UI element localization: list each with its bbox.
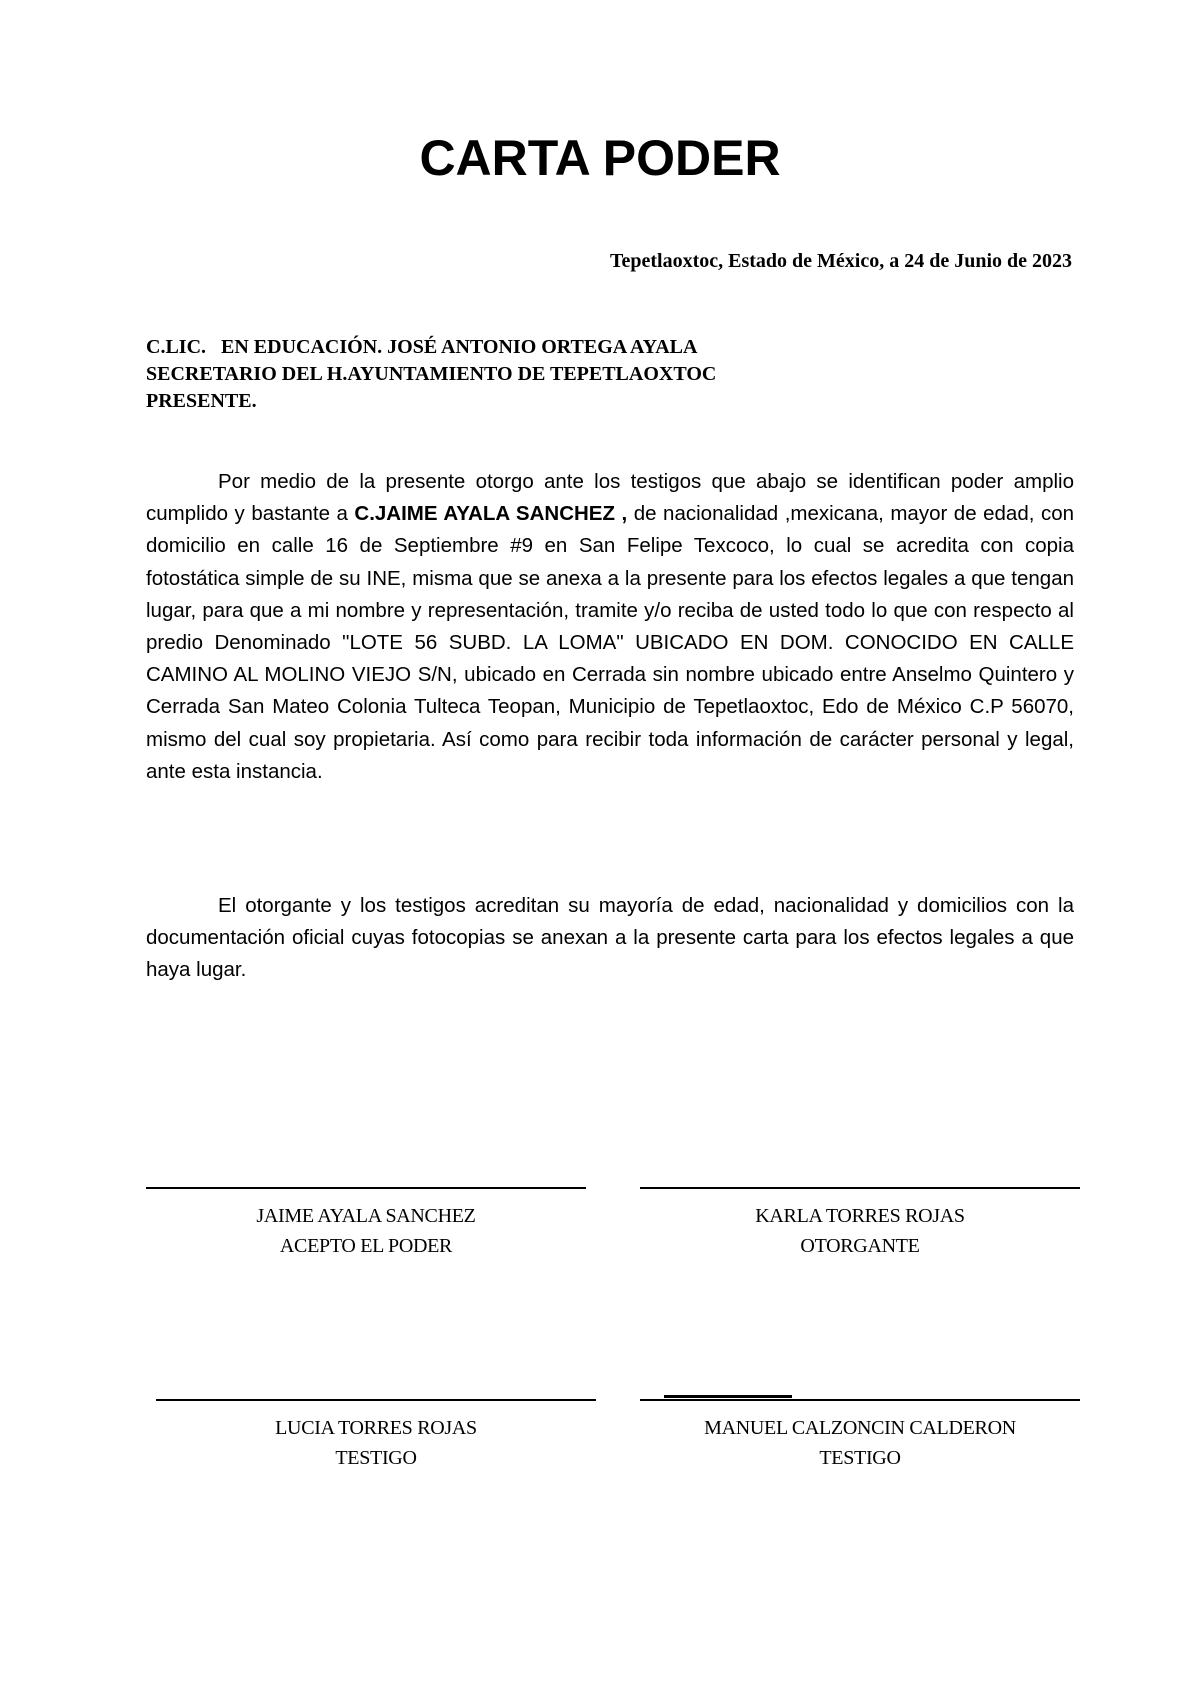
- signatory-name: LUCIA TORRES ROJAS: [275, 1417, 477, 1439]
- signature-block: [640, 1399, 1080, 1473]
- paragraph-text: Por medio de la presente otorgo ante los testigos que abajo se identifican poder amplio cumplido y bastante a: [146, 470, 1074, 526]
- signatory-name: MANUEL CALZONCIN CALDERON: [704, 1417, 1016, 1439]
- body-paragraph: El otorgante y los testigos acreditan su mayoría de edad, nacionalidad y domicilios con la documentación oficial cuyas fotocopias se anexan a la presente carta para los efectos legales a que haya lugar.: [146, 894, 1074, 982]
- recipient-block: [146, 334, 1046, 415]
- signatory-name: JAIME AYALA SANCHEZ: [256, 1205, 476, 1227]
- signature-line: [156, 1399, 596, 1401]
- signatory-name: KARLA TORRES ROJAS: [755, 1205, 965, 1227]
- document-title: CARTA PODER: [419, 130, 781, 186]
- signature-line: [146, 1187, 586, 1189]
- signatory-role: OTORGANTE: [800, 1235, 920, 1257]
- signature-block: [640, 1187, 1080, 1261]
- signatory-role: ACEPTO EL PODER: [279, 1235, 453, 1257]
- signature-line-overlay: [664, 1395, 792, 1398]
- signature-line: [640, 1399, 1080, 1401]
- place-date: Tepetlaoxtoc, Estado de México, a 24 de Junio de 2023: [609, 250, 1072, 272]
- signature-block: [156, 1399, 596, 1473]
- recipient-line: SECRETARIO DEL H.AYUNTAMIENTO DE TEPETLAOXTOC: [146, 363, 717, 385]
- recipient-line: PRESENTE.: [146, 390, 257, 412]
- signature-block: [146, 1187, 586, 1261]
- paragraph-text: de nacionalidad ,mexicana, mayor de edad, con domicilio en calle 16 de Septiembre #9 en San Felipe Texcoco, lo cual se acredita con copia fotostática simple de su INE, misma que se anexa a la presente para los efectos legales a que tengan lugar, para que a mi nombre y representación, tramite y/o reciba de usted todo lo que con respecto al predio Denominado "LOTE 56 SUBD. LA LOMA" UBICADO EN DOM. CONOCIDO EN CALLE CAMINO AL MOLINO VIEJO S/N, ubicado en Cerrada sin nombre ubicado entre Anselmo Quintero y Cerrada San Mateo Colonia Tulteca Teopan, Municipio de Tepetlaoxtoc, Edo de México C.P 56070, mismo del cual soy propietaria. Así como para recibir toda información de carácter personal y legal, ante esta instancia.: [146, 502, 1074, 783]
- signatory-role: TESTIGO: [819, 1447, 901, 1469]
- body-paragraph: [146, 466, 1074, 788]
- signature-line: [640, 1187, 1080, 1189]
- signatory-role: TESTIGO: [335, 1447, 417, 1469]
- attorney-name: C.JAIME AYALA SANCHEZ ,: [354, 502, 628, 526]
- recipient-line: C.LIC. EN EDUCACIÓN. JOSÉ ANTONIO ORTEGA AYALA: [146, 336, 698, 358]
